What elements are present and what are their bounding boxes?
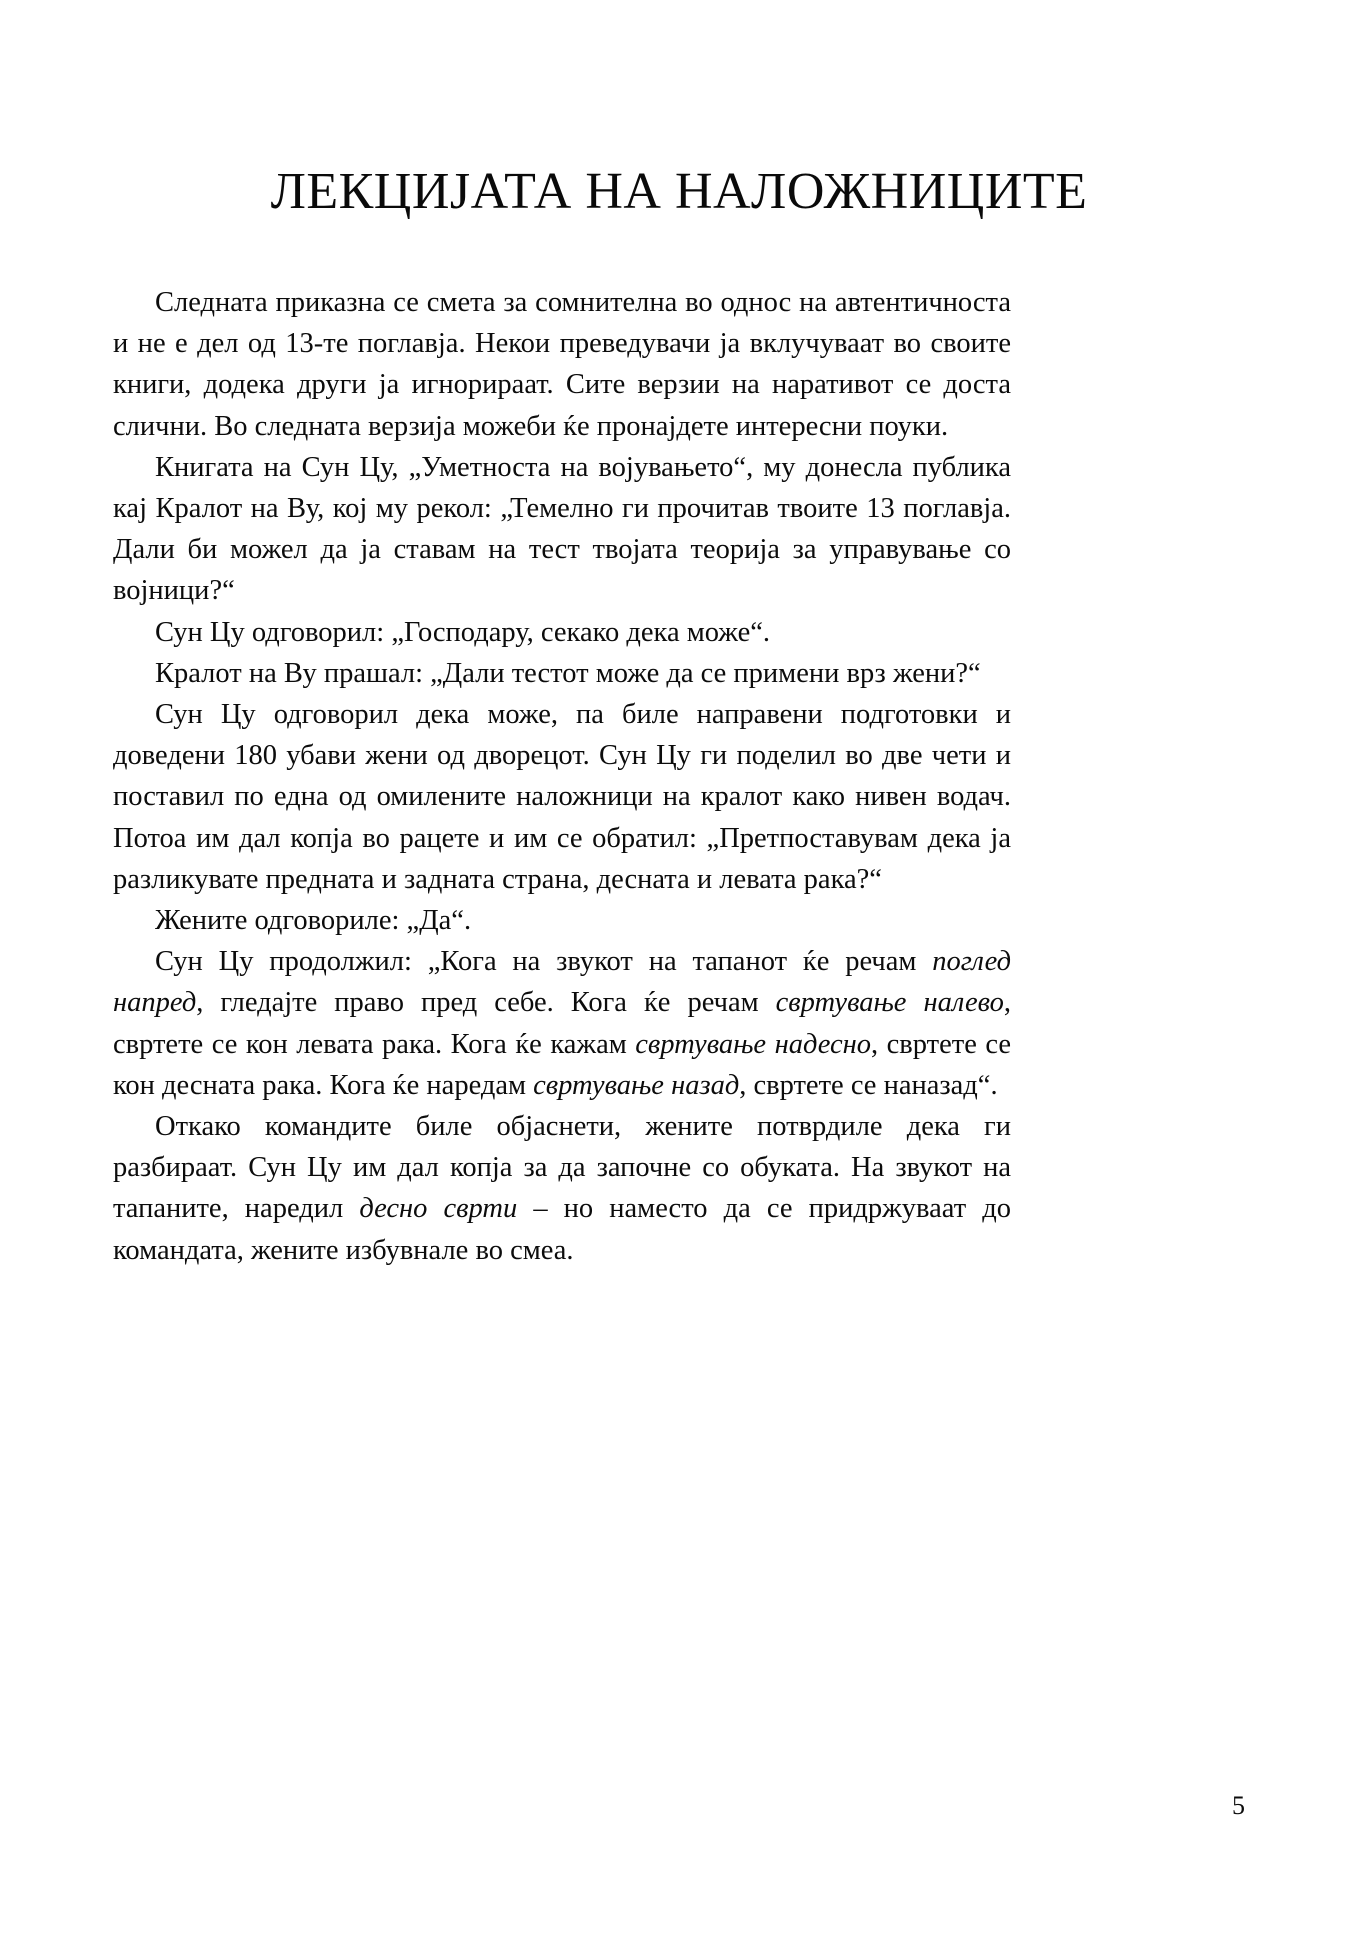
page-title: ЛЕКЦИЈАТА НА НАЛОЖНИЦИТЕ xyxy=(270,162,1088,220)
emphasised-command: свртување надесно xyxy=(635,1028,872,1060)
paragraph: Сун Цу одговорил дека може, па биле направени подготовки и доведени 180 убави жени од дворецот. Сун Цу ги поделил во две чети и поставил по една од омилените наложници на кралот како нивен водач. Потоа им дал копја во рацете и им се обратил: „Претпоставувам дека ја разликувате предната и задната страна, десната и левата рака?“ xyxy=(113,699,1011,895)
page-number: 5 xyxy=(1232,1791,1245,1820)
paragraph: Жените одговориле: „Да“. xyxy=(155,905,472,937)
emphasised-command: свртување налево xyxy=(775,987,1004,1019)
emphasised-command: свртување назад xyxy=(533,1069,740,1101)
paragraph: Сун Цу продолжил: „Кога на звукот на тапанот ќе речам поглед напред, гледајте право пред себе. Кога ќе речам свртување налево, свртете се кон левата рака. Кога ќе кажам свртување надесно, свртете се кон десната рака. Кога ќе наредам свртување назад, свртете се наназад“. xyxy=(113,946,1011,1101)
body-text xyxy=(113,282,1011,1271)
emphasised-command: поглед напред xyxy=(113,946,1011,1019)
emphasised-command: десно сврти xyxy=(359,1193,518,1225)
paragraph: Кралот на Ву прашал: „Дали тестот може да се примени врз жени?“ xyxy=(155,657,981,689)
paragraph: Откако командите биле објаснети, жените потврдиле дека ги разбираат. Сун Цу им дал копја за да започне со обуката. На звукот на тапаните, наредил десно сврти – но наместо да се придржуваат до командата, жените избувнале во смеа. xyxy=(113,1111,1011,1266)
paragraph: Следната приказна се смета за сомнителна во однос на автентичноста и не е дел од 13-те поглавја. Некои преведувачи ја вклучуваат во своите книги, додека други ја игнорираат. Сите верзии на наративот се доста слични. Во следната верзија можеби ќе пронајдете интересни поуки. xyxy=(113,287,1011,442)
paragraph: Сун Цу одговорил: „Господару, секако дека може“. xyxy=(155,616,771,648)
paragraph: Книгата на Сун Цу, „Уметноста на војувањето“, му донесла публика кај Кралот на Ву, кој му рекол: „Темелно ги прочитав твоите 13 поглавја. Дали би можел да ја ставам на тест твојата теорија за управување со војници?“ xyxy=(113,451,1011,607)
